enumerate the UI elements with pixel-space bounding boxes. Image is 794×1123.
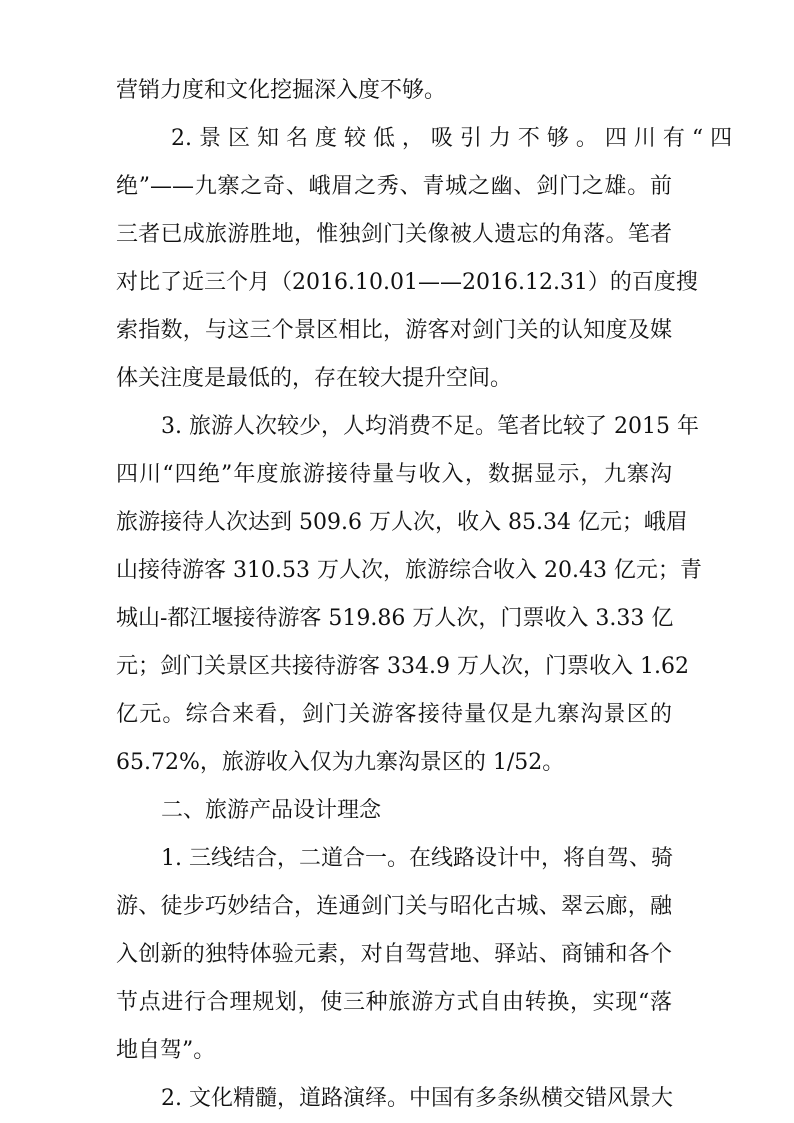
text-line: 元；剑门关景区共接待游客 334.9 万人次，门票收入 1.62	[116, 654, 689, 679]
text-line: 体关注度是最低的，存在较大提升空间。	[116, 366, 513, 391]
text-line: 2. 文化精髓，道路演绎。中国有多条纵横交错风景大	[161, 1086, 673, 1111]
text-line: 三者已成旅游胜地，惟独剑门关像被人遗忘的角落。笔者	[116, 222, 672, 247]
text-line: 绝”——九寨之奇、峨眉之秀、青城之幽、剑门之雄。前	[116, 174, 672, 199]
text-line: 旅游接待人次达到 509.6 万人次，收入 85.34 亿元；峨眉	[116, 510, 688, 535]
text-line: 2. 景 区 知 名 度 较 低 ， 吸 引 力 不 够 。 四 川 有 “ 四	[171, 126, 733, 151]
section-heading: 二、旅游产品设计理念	[161, 798, 382, 823]
text-line: 营销力度和文化挖掘深入度不够。	[116, 78, 447, 103]
text-line: 亿元。综合来看，剑门关游客接待量仅是九寨沟景区的	[116, 702, 672, 727]
text-line: 四川“四绝”年度旅游接待量与收入，数据显示，九寨沟	[116, 462, 672, 487]
text-line: 城山-都江堰接待游客 519.86 万人次，门票收入 3.33 亿	[116, 606, 674, 631]
text-line: 地自驾”。	[116, 1038, 216, 1063]
text-line: 3. 旅游人次较少，人均消费不足。笔者比较了 2015 年	[161, 414, 699, 439]
text-line: 索指数，与这三个景区相比，游客对剑门关的认知度及媒	[116, 318, 672, 343]
text-line: 节点进行合理规划，使三种旅游方式自由转换，实现“落	[116, 990, 672, 1015]
text-line: 游、徒步巧妙结合，连通剑门关与昭化古城、翠云廊，融	[116, 894, 672, 919]
text-line: 山接待游客 310.53 万人次，旅游综合收入 20.43 亿元；青	[116, 558, 702, 583]
text-line: 1. 三线结合，二道合一。在线路设计中，将自驾、骑	[161, 846, 673, 871]
text-line: 对比了近三个月（2016.10.01——2016.12.31）的百度搜	[116, 270, 698, 295]
text-line: 入创新的独特体验元素，对自驾营地、驿站、商铺和各个	[116, 942, 672, 967]
text-line: 65.72%，旅游收入仅为九寨沟景区的 1/52。	[116, 750, 565, 775]
